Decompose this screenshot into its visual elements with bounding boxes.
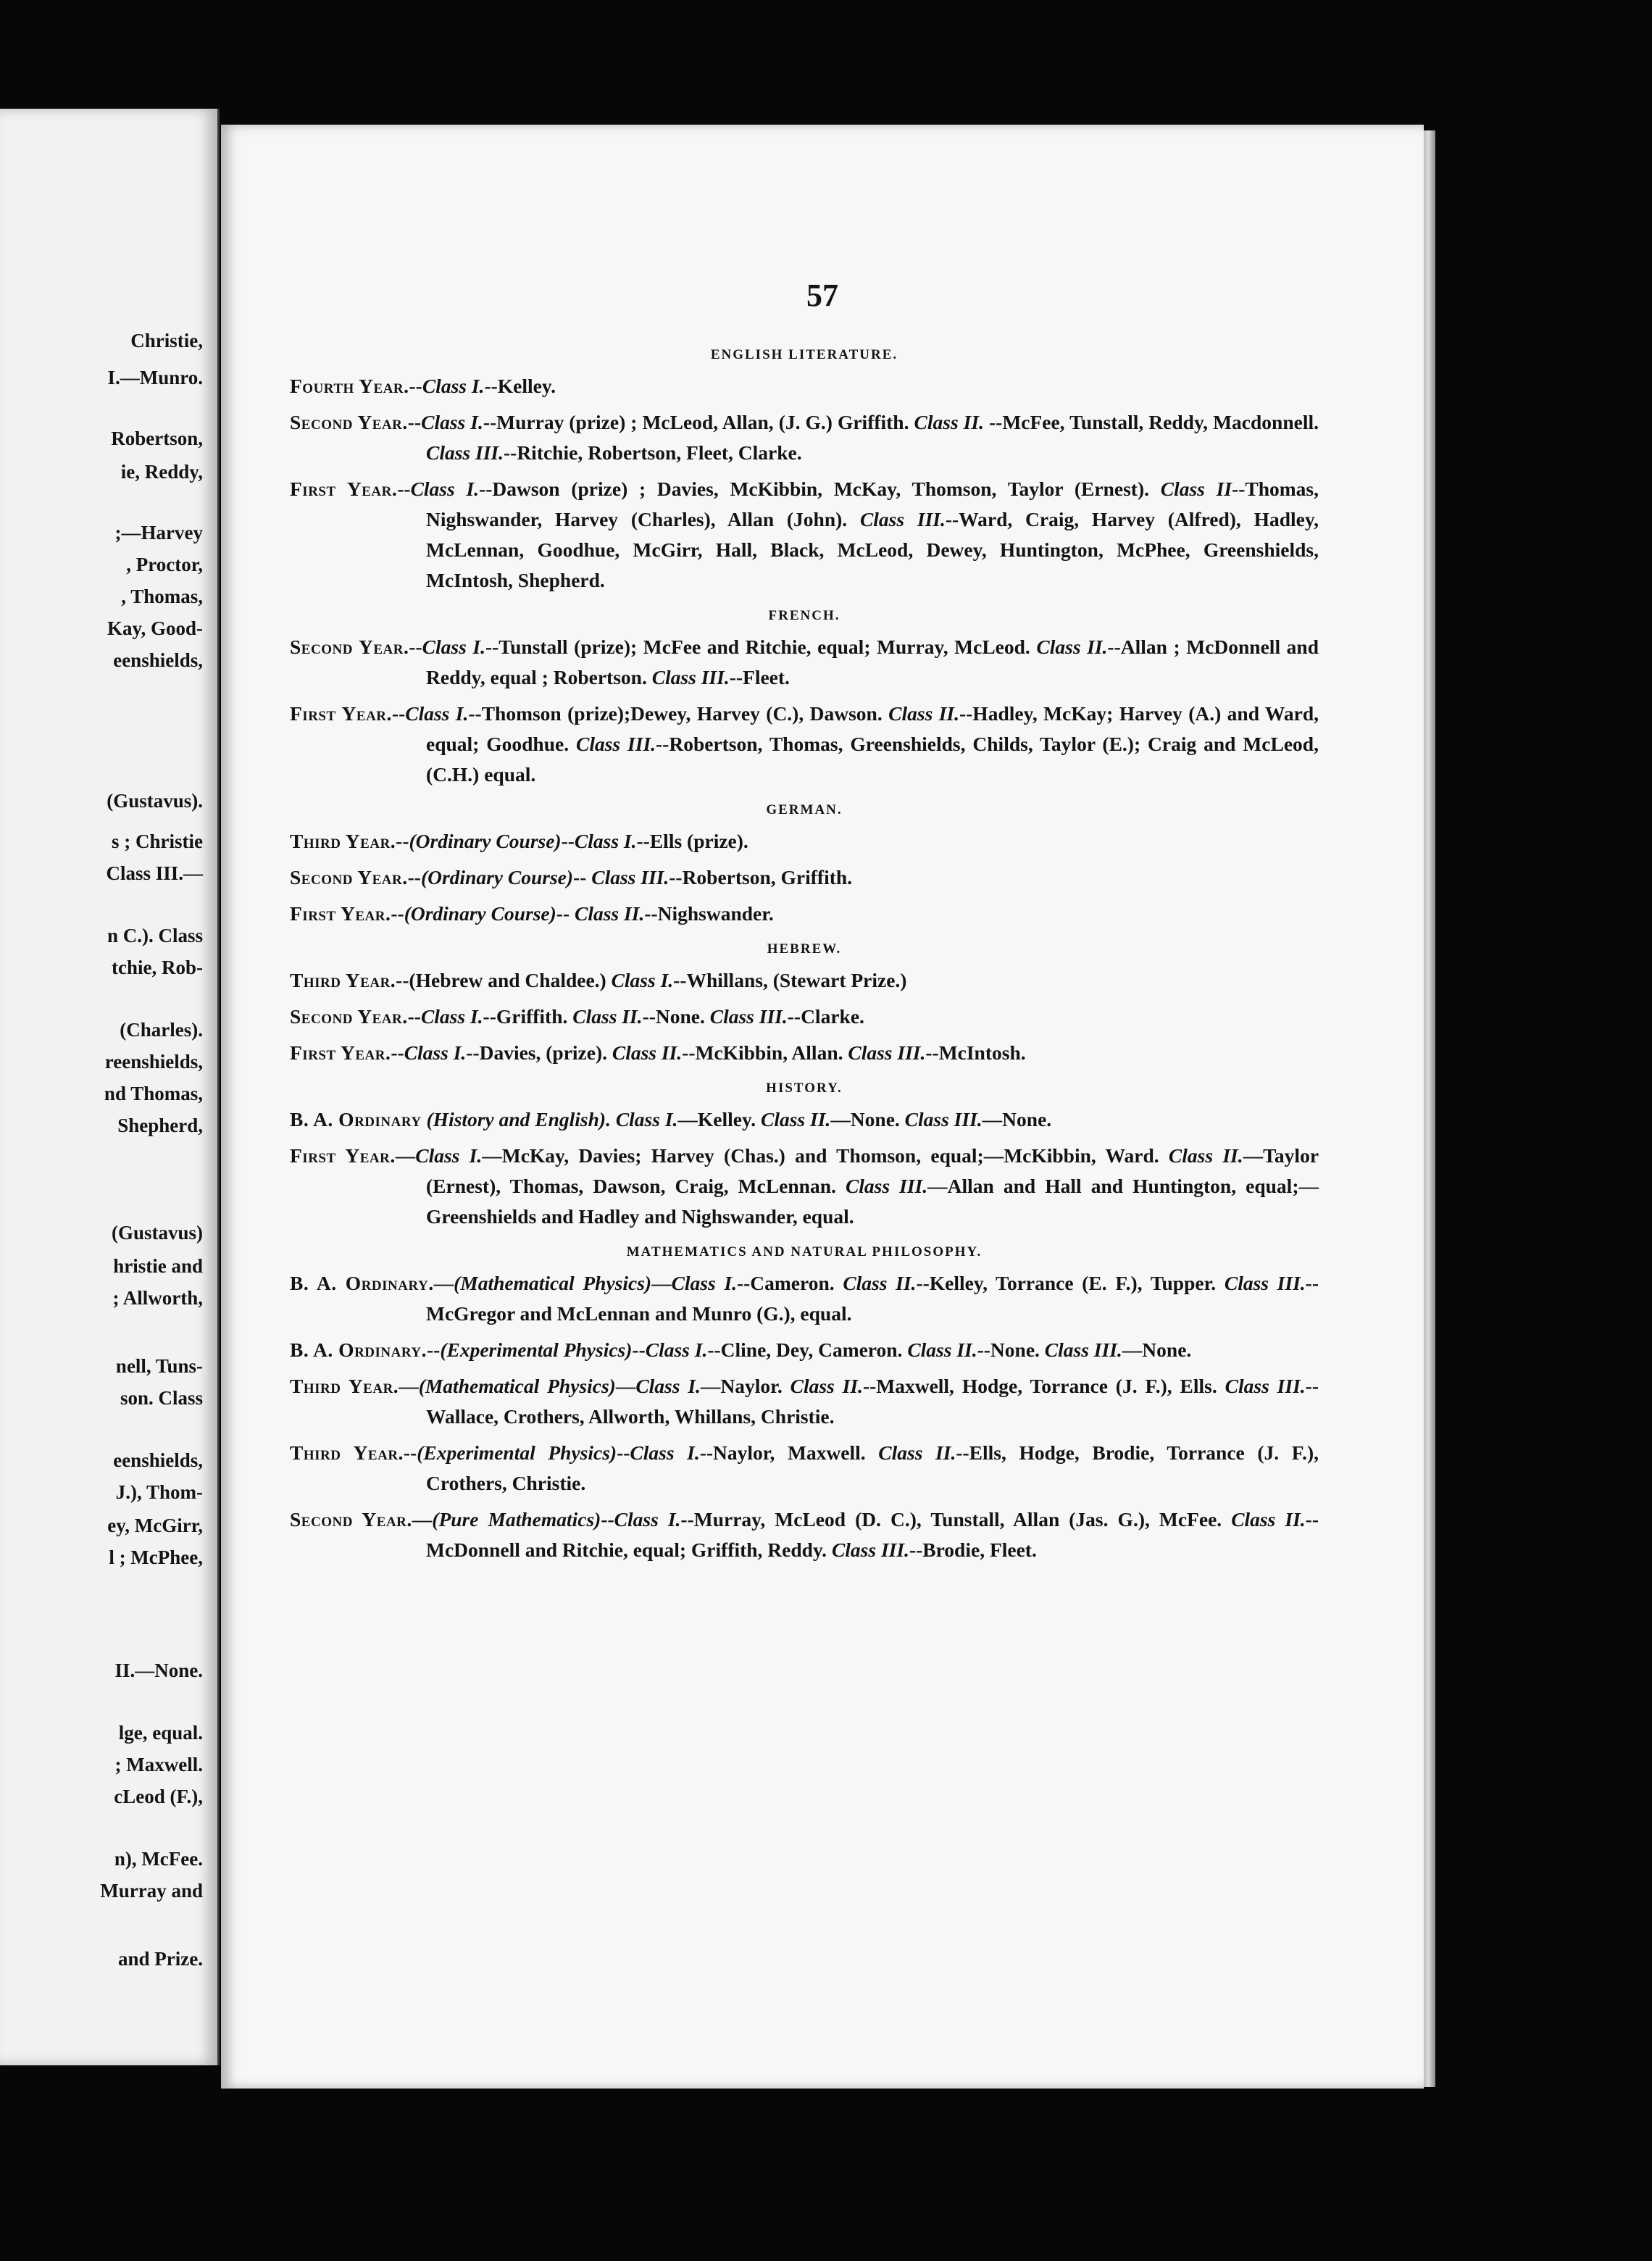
left-page-line: tchie, Rob- [112, 957, 203, 978]
result-entry [290, 862, 1319, 893]
left-page-line: I.—Munro. [107, 367, 203, 388]
left-page-line: ;—Harvey [114, 522, 203, 544]
class-label: Class II. [888, 702, 959, 725]
class-label: Class II. [907, 1338, 977, 1361]
class-label: Class III. [591, 866, 669, 888]
left-page-line: (Gustavus) [111, 1222, 203, 1244]
names-text: —None. [982, 1108, 1052, 1130]
left-page-line: Shepherd, [117, 1115, 203, 1136]
names-text: --Maxwell, Hodge, Torrance (J. F.), Ells. [862, 1375, 1225, 1397]
class-label: Class I. [671, 1272, 737, 1294]
names-text [611, 1108, 616, 1130]
left-page-line: nd Thomas, [104, 1083, 203, 1104]
names-text: —McKay, Davies; Harvey (Chas.) and Thomson, equal;—McKibbin, Ward. [482, 1144, 1169, 1167]
year-label: First Year. [290, 902, 391, 925]
names-text: --Griffith. [483, 1005, 573, 1028]
result-entry [290, 1268, 1319, 1329]
names-text: --McIntosh. [925, 1041, 1026, 1064]
class-label: Class III. [848, 1041, 926, 1064]
names-text: --Thomson (prize);Dewey, Harvey (C.), Dawson. [468, 702, 889, 725]
class-label: (Experimental Physics) [440, 1338, 633, 1361]
left-page-line: (Gustavus). [107, 790, 203, 812]
left-page-line: lge, equal. [118, 1722, 203, 1744]
left-page-line: s ; Christie [112, 830, 203, 852]
year-label: First Year. [290, 478, 398, 500]
left-page-line: nell, Tuns- [115, 1355, 203, 1377]
left-page-line: eenshields, [113, 649, 203, 671]
names-text: --None. [642, 1005, 710, 1028]
left-page-line: n), McFee. [114, 1848, 203, 1870]
names-text: —Naylor. [700, 1375, 790, 1397]
result-entry [290, 474, 1319, 596]
year-label: First Year. [290, 1144, 396, 1167]
names-text: — [615, 1375, 636, 1397]
class-label: Class II. [761, 1108, 831, 1130]
names-text: —Kelley. [677, 1108, 761, 1130]
class-label: Class III. [859, 508, 946, 530]
names-text: --Robertson, Griffith. [669, 866, 853, 888]
class-label: Class I. [614, 1508, 681, 1531]
separator: -- [391, 902, 404, 925]
year-label: B. A. Ordinary. [290, 1338, 427, 1361]
names-text: -- [573, 866, 592, 888]
names-text: --None. [977, 1338, 1045, 1361]
class-label: (Ordinary Course) [404, 902, 556, 925]
section-heading: GERMAN. [766, 802, 843, 817]
separator: — [433, 1272, 454, 1294]
class-label: Class I. [635, 1375, 701, 1397]
result-entry [290, 632, 1319, 693]
class-label: Class III. [651, 666, 730, 688]
class-label: Class I. [420, 1005, 483, 1028]
class-label: Class III. [1044, 1338, 1122, 1361]
result-entry [290, 826, 1319, 857]
section-heading: ENGLISH LITERATURE. [710, 347, 898, 362]
year-label: Second Year. [290, 1005, 408, 1028]
left-page-fragment [0, 109, 220, 2065]
names-text: --Fleet. [729, 666, 790, 688]
class-label: Class I. [645, 1338, 708, 1361]
separator: -- [396, 830, 409, 852]
year-label: Second Year. [290, 411, 408, 433]
class-label: Class I. [410, 478, 480, 500]
names-text: --Ells, Hodge, Brodie, Torrance (J. F.), Crothers, Christie. [426, 1441, 1319, 1494]
names-text: --McGregor and McLennan and Munro (G.), equal. [426, 1272, 1319, 1325]
left-page-line: Kay, Good- [107, 617, 203, 639]
result-entry [290, 965, 1319, 996]
names-text: --Whillans, (Stewart Prize.) [673, 969, 907, 991]
separator: -- [407, 1005, 421, 1028]
class-label: (Mathematical Physics) [418, 1375, 616, 1397]
left-page-line: ie, Reddy, [120, 461, 203, 483]
names-text: --Kelley. [484, 375, 556, 397]
class-label: (History and English). [426, 1108, 611, 1130]
names-text: --Thomas, Nighswander, Harvey (Charles), Allan (John). [426, 478, 1319, 530]
class-label: Class III. [709, 1005, 788, 1028]
class-label: Class I. [421, 411, 483, 433]
names-text: --Davies, (prize). [466, 1041, 612, 1064]
left-page-line: ; Maxwell. [114, 1754, 203, 1775]
year-label: First Year. [290, 1041, 391, 1064]
class-label: (Ordinary Course) [420, 866, 574, 888]
class-label: (Pure Mathematics) [432, 1508, 601, 1531]
class-label: Class I. [611, 969, 674, 991]
names-text: --Clarke. [787, 1005, 864, 1028]
class-label: (Mathematical Physics) [454, 1272, 652, 1294]
section-heading: FRENCH. [768, 608, 840, 623]
result-entry [290, 1371, 1319, 1432]
left-page-line: eenshields, [113, 1449, 203, 1471]
names-text: --Tunstall (prize); McFee and Ritchie, equal; Murray, McLeod. [485, 636, 1037, 658]
class-label: (Ordinary Course) [409, 830, 562, 852]
class-label: Class II [1160, 478, 1232, 500]
names-text: --Cameron. [736, 1272, 843, 1294]
class-label: Class II. [1231, 1508, 1306, 1531]
page-edge [1424, 130, 1435, 2087]
separator: -- [396, 969, 409, 991]
names-text: --Cline, Dey, Cameron. [707, 1338, 908, 1361]
names-text: --Kelley, Torrance (E. F.), Tupper. [916, 1272, 1225, 1294]
result-entry [290, 1438, 1319, 1499]
class-label: Class II. [1168, 1144, 1243, 1167]
right-page [221, 125, 1424, 2089]
result-entry [290, 899, 1319, 929]
names-text: -- [617, 1441, 630, 1464]
class-label: Class I. [422, 636, 485, 658]
result-entry [290, 371, 1319, 401]
left-page-line: reenshields, [104, 1051, 203, 1073]
names-text: (Hebrew and Chaldee.) [409, 969, 612, 991]
separator: -- [397, 478, 411, 500]
names-text: --McFee, Tunstall, Reddy, Macdonnell. [983, 411, 1319, 433]
result-entry [290, 1504, 1319, 1565]
left-page-line: and Prize. [118, 1948, 203, 1970]
class-label: Class II. [612, 1041, 683, 1064]
year-label: Fourth Year. [290, 375, 409, 397]
page-number: 57 [806, 278, 838, 313]
separator: -- [391, 1041, 404, 1064]
left-page-line: Christie, [130, 330, 203, 351]
names-text: --Nighswander. [644, 902, 774, 925]
class-label: Class II. [790, 1375, 863, 1397]
class-label: Class I. [574, 830, 637, 852]
names-text: --Hadley, McKay; Harvey (A.) and Ward, equal; Goodhue. [426, 702, 1319, 755]
names-text: -- [561, 830, 575, 852]
left-page-line: , Proctor, [126, 554, 203, 575]
separator: -- [403, 1441, 417, 1464]
year-label: Second Year. [290, 636, 409, 658]
names-text: --Wallace, Crothers, Allworth, Whillans, Christie. [426, 1375, 1319, 1428]
result-entry [290, 407, 1319, 468]
class-label: Class I. [405, 702, 469, 725]
result-entry [290, 699, 1319, 790]
class-label: Class II. [843, 1272, 917, 1294]
result-entry [290, 1038, 1319, 1068]
year-label: Third Year. [290, 1375, 399, 1397]
result-entry [290, 1104, 1319, 1135]
class-label: Class II. [572, 1005, 643, 1028]
separator: — [395, 1144, 416, 1167]
year-label: Third Year. [290, 1441, 404, 1464]
left-page-line: J.), Thom- [115, 1481, 203, 1503]
class-label: Class III. [576, 733, 656, 755]
class-label: Class I. [615, 1108, 678, 1130]
names-text: --Dawson (prize) ; Davies, McKibbin, McKay, Thomson, Taylor (Ernest). [479, 478, 1161, 500]
year-label: Third Year. [290, 969, 396, 991]
left-page-line: II.—None. [114, 1660, 203, 1681]
result-entry [290, 1002, 1319, 1032]
names-text: --Murray, McLeod (D. C.), Tunstall, Allan (Jas. G.), McFee. [680, 1508, 1232, 1531]
section-heading: HEBREW. [767, 941, 842, 957]
year-label: First Year. [290, 702, 392, 725]
class-label: Class II. [914, 411, 984, 433]
left-page-line: , Thomas, [121, 586, 203, 607]
names-text: —None. [830, 1108, 905, 1130]
class-label: Class I. [415, 1144, 483, 1167]
class-label: Class I. [630, 1441, 700, 1464]
names-text: --Robertson, Thomas, Greenshields, Childs, Taylor (E.); Craig and McLeod, (C.H.) equal. [426, 733, 1319, 786]
left-page-line: l ; McPhee, [109, 1546, 203, 1568]
names-text: --McKibbin, Allan. [682, 1041, 848, 1064]
names-text: — [651, 1272, 672, 1294]
section-heading: MATHEMATICS AND NATURAL PHILOSOPHY. [626, 1244, 983, 1259]
class-label: Class II. [1036, 636, 1108, 658]
class-label: Class III. [1224, 1272, 1306, 1294]
left-page-line: Murray and [100, 1880, 203, 1902]
class-label: Class III. [904, 1108, 983, 1130]
year-label: B. A. Ordinary [290, 1108, 422, 1130]
names-text: --Brodie, Fleet. [909, 1538, 1037, 1561]
class-label: Class II. [574, 902, 645, 925]
left-page-line: Class III.— [106, 862, 203, 884]
names-text: --Naylor, Maxwell. [699, 1441, 879, 1464]
left-page-line: hristie and [113, 1255, 203, 1277]
names-text: --McDonnell and Ritchie, equal; Griffith, Reddy. [426, 1508, 1319, 1561]
year-label: B. A. Ordinary. [290, 1272, 434, 1294]
names-text: —Allan and Hall and Huntington, equal;—Greenshields and Hadley and Nighswander, equal. [426, 1175, 1319, 1228]
year-label: Second Year. [290, 866, 408, 888]
class-label: Class II. [878, 1441, 956, 1464]
names-text: --Ells (prize). [636, 830, 748, 852]
names-text: —None. [1122, 1338, 1192, 1361]
left-page-line: ey, McGirr, [107, 1515, 203, 1536]
names-text: --Murray (prize) ; McLeod, Allan, (J. G.) Griffith. [483, 411, 914, 433]
class-label: (Experimental Physics) [417, 1441, 617, 1464]
names-text: -- [601, 1508, 614, 1531]
class-label: Class I. [422, 375, 485, 397]
left-page-line: Robertson, [111, 428, 203, 449]
class-label: Class I. [404, 1041, 467, 1064]
names-text: --Ward, Craig, Harvey (Alfred), Hadley, McLennan, Goodhue, McGirr, Hall, Black, McLeod, Dewey, Huntington, McPhee, Greenshields, McIntosh, Shepherd. [426, 508, 1319, 591]
left-page-line: n C.). Class [107, 925, 203, 946]
separator [422, 1108, 427, 1130]
result-entry [290, 1141, 1319, 1232]
names-text: —Taylor (Ernest), Thomas, Dawson, Craig, McLennan. [426, 1144, 1319, 1197]
separator: -- [407, 866, 421, 888]
left-page-line: (Charles). [120, 1019, 203, 1041]
year-label: Third Year. [290, 830, 396, 852]
separator: — [412, 1508, 433, 1531]
names-text: --Ritchie, Robertson, Fleet, Clarke. [504, 441, 802, 464]
section-heading: HISTORY. [766, 1080, 843, 1096]
class-label: Class III. [845, 1175, 928, 1197]
separator: -- [391, 702, 406, 725]
names-text: -- [632, 1338, 646, 1361]
names-text: --Allan ; McDonnell and Reddy, equal ; Robertson. [426, 636, 1319, 688]
class-label: Class III. [426, 441, 504, 464]
results-content [290, 335, 1319, 1571]
separator: — [399, 1375, 419, 1397]
left-page-line: cLeod (F.), [114, 1786, 203, 1807]
names-text: -- [556, 902, 575, 925]
separator: -- [409, 636, 422, 658]
result-entry [290, 1335, 1319, 1365]
left-page-line: son. Class [120, 1387, 203, 1409]
year-label: Second Year. [290, 1508, 412, 1531]
separator: -- [427, 1338, 441, 1361]
class-label: Class III. [1225, 1375, 1306, 1397]
class-label: Class III. [831, 1538, 909, 1561]
left-page-line: ; Allworth, [112, 1287, 203, 1309]
separator: -- [407, 411, 422, 433]
separator: -- [409, 375, 422, 397]
